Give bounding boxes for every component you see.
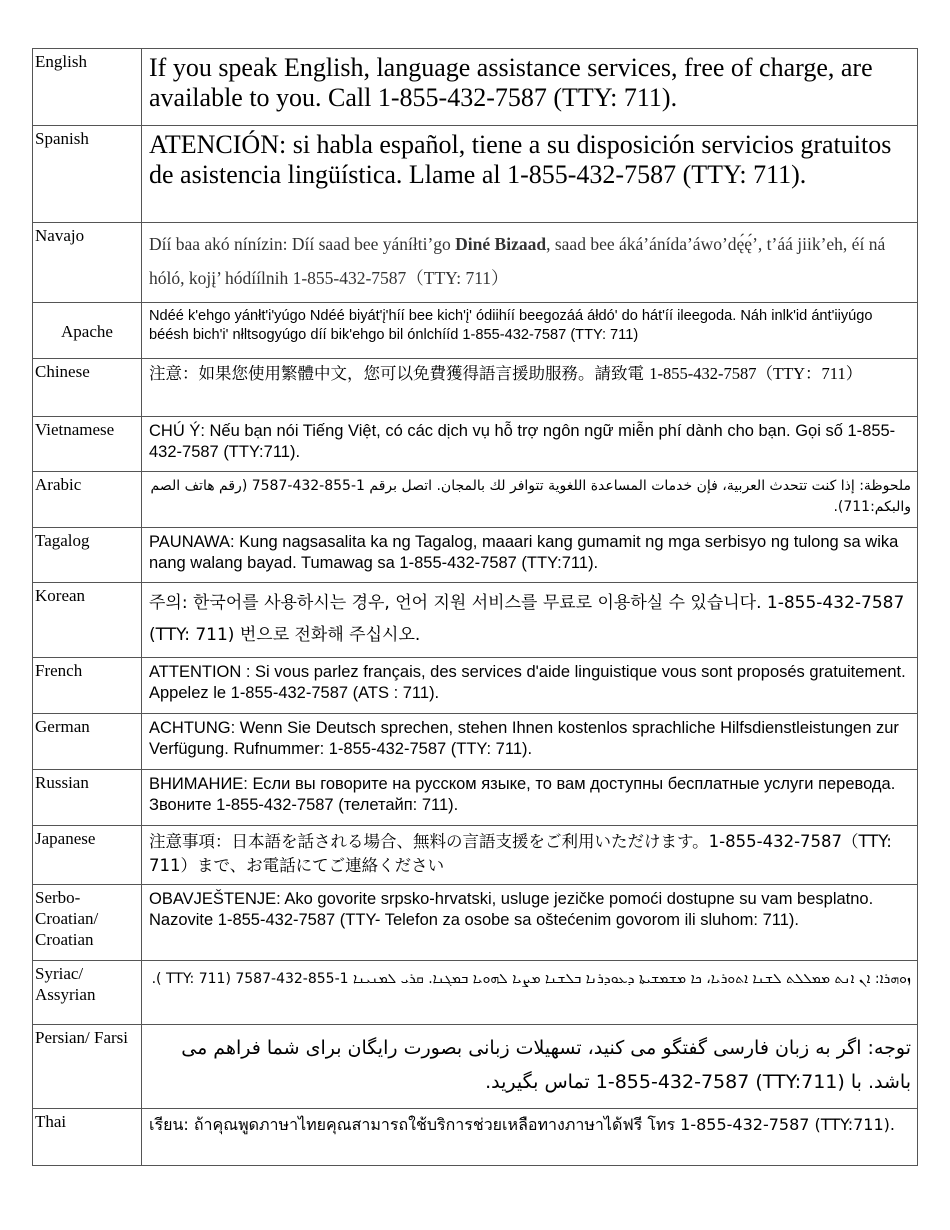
language-name: Serbo-Croatian/ Croatian xyxy=(33,885,142,961)
notice-text: If you speak English, language assistance services, free of charge, are available to you. Call 1-855-432-7587 (TTY: 711). xyxy=(142,49,918,126)
notice-text: ACHTUNG: Wenn Sie Deutsch sprechen, stehen Ihnen kostenlos sprachliche Hilfsdienstleistungen zur Verfügung. Rufnummer: 1-855-432-7587 (TTY: 711). xyxy=(142,714,918,770)
table-row xyxy=(33,885,918,961)
table-row xyxy=(33,658,918,714)
table-row xyxy=(33,770,918,826)
table-row xyxy=(33,583,918,658)
language-name: Arabic xyxy=(33,472,142,528)
notice-text: 注意事項：日本語を話される場合、無料の言語支援をご利用いただけます。1-855-432-7587（TTY: 711）まで、お電話にてご連絡ください xyxy=(142,826,918,885)
notice-text: CHÚ Ý: Nếu bạn nói Tiếng Việt, có các dịch vụ hỗ trợ ngôn ngữ miễn phí dành cho bạn. Gọi số 1-855-432-7587 (TTY:711). xyxy=(142,417,918,472)
language-name: Navajo xyxy=(33,223,142,303)
notice-text-bold: Diné Bizaad xyxy=(455,234,547,254)
table-row xyxy=(33,961,918,1025)
notice-text: ATENCIÓN: si habla español, tiene a su disposición servicios gratuitos de asistencia lingüística. Llame al 1-855-432-7587 (TTY: 711). xyxy=(142,126,918,223)
notice-text xyxy=(142,359,918,417)
notice-text: เรียน: ถ้าคุณพูดภาษาไทยคุณสามารถใช้บริการช่วยเหลือทางภาษาได้ฟรี โทร 1-855-432-7587 (TTY:711). xyxy=(142,1109,918,1166)
language-name: Vietnamese xyxy=(33,417,142,472)
notice-text: OBAVJEŠTENJE: Ako govorite srpsko-hrvatski, usluge jezičke pomoći dostupne su vam besplatno. Nazovite 1-855-432-7587 (TTY- Telefon za osobe sa oštećenim govorom ili sluhom: 711). xyxy=(142,885,918,961)
notice-text-part: 注意：如果您使用繁體中文，您可以免費獲得語言援助服務。請致電 xyxy=(149,364,650,383)
language-name: Persian/ Farsi xyxy=(33,1025,142,1109)
table-row xyxy=(33,472,918,528)
notice-text: PAUNAWA: Kung nagsasalita ka ng Tagalog, maaari kang gumamit ng mga serbisyo ng tulong sa wika nang walang bayad. Tumawag sa 1-855-432-7587 (TTY:711). xyxy=(142,528,918,583)
language-name: Russian xyxy=(33,770,142,826)
language-name: Spanish xyxy=(33,126,142,223)
table-row xyxy=(33,714,918,770)
notice-text: توجه: اگر به زبان فارسی گفتگو می کنید، تسهیلات زبانی بصورت رایگان برای شما فراهم می باشد. با (TTY:711) 1-855-432-7587 تماس بگیرید. xyxy=(142,1025,918,1109)
notice-text: ATTENTION : Si vous parlez français, des services d'aide linguistique vous sont proposés gratuitement. Appelez le 1-855-432-7587 (ATS : 711). xyxy=(142,658,918,714)
language-name: French xyxy=(33,658,142,714)
table-row xyxy=(33,826,918,885)
table-row xyxy=(33,417,918,472)
notice-text: ملحوظة: إذا كنت تتحدث العربية، فإن خدمات المساعدة اللغوية تتوافر لك بالمجان. اتصل برقم 1-855-432-7587 (رقم هاتف الصم والبكم:711). xyxy=(142,472,918,528)
language-name: Korean xyxy=(33,583,142,658)
language-name: Thai xyxy=(33,1109,142,1166)
table-row xyxy=(33,303,918,359)
notice-text xyxy=(142,223,918,303)
table-row xyxy=(33,528,918,583)
table-row xyxy=(33,1025,918,1109)
table-row xyxy=(33,359,918,417)
notice-text-part: Díí baa akó nínízin: Díí saad bee yáníłti’go xyxy=(149,234,456,254)
language-name: Apache xyxy=(33,303,142,359)
table-row xyxy=(33,126,918,223)
notice-text: ܙܘܗܪܐ: ܐܢ ܐܢܬ ܡܡܠܠܬ ܠܫܢܐ ܐܬܘܪܝܐ، ܟܐ ܡܫܡܫܝܬܐ ܕܥܘܕܪܢܐ ܒܠܫܢܐ ܡܨܝܐ ܠܗܘܝܐ ܒܡܓܢܐ. ܩܪܝ ܠܡܢܝܢܐ 1-855-432-7587 (TTY: 711 ). xyxy=(142,961,918,1025)
notice-text-part: , saad bee áká’ánída’áwo’dę́ę́’, t’áá jiik’eh, éí ná hóló, kojį’ hódíílnih 1-855-432-7587（TTY: 711） xyxy=(149,234,886,288)
notice-text: ВНИМАНИЕ: Если вы говорите на русском языке, то вам доступны бесплатные услуги перевода. Звоните 1-855-432-7587 (телетайп: 711). xyxy=(142,770,918,826)
language-name: Tagalog xyxy=(33,528,142,583)
notice-text: 주의: 한국어를 사용하시는 경우, 언어 지원 서비스를 무료로 이용하실 수 있습니다. 1-855-432-7587 (TTY: 711) 번으로 전화해 주십시오. xyxy=(142,583,918,658)
language-name: Syriac/ Assyrian xyxy=(33,961,142,1025)
notice-text: Ndéé k'ehgo yánłt'i'yúgo Ndéé biyát'į'híí bee kich'į' ódiihíí beegozáá áłdó' do hát'íí ileegoda. Náh inlk'id ánt'iiyúgo béésh bich'i' nłltsogyúgo díí bik'ehgo bil ónlchííd 1-855-432-7587 (TTY: 711) xyxy=(142,303,918,359)
language-assistance-table xyxy=(32,48,918,1166)
language-name: German xyxy=(33,714,142,770)
table-row xyxy=(33,49,918,126)
table-row xyxy=(33,223,918,303)
language-name: Chinese xyxy=(33,359,142,417)
notice-text-part: 1-855-432-7587（TTY：711） xyxy=(649,364,863,383)
language-name: Japanese xyxy=(33,826,142,885)
table-row xyxy=(33,1109,918,1166)
language-name: English xyxy=(33,49,142,126)
